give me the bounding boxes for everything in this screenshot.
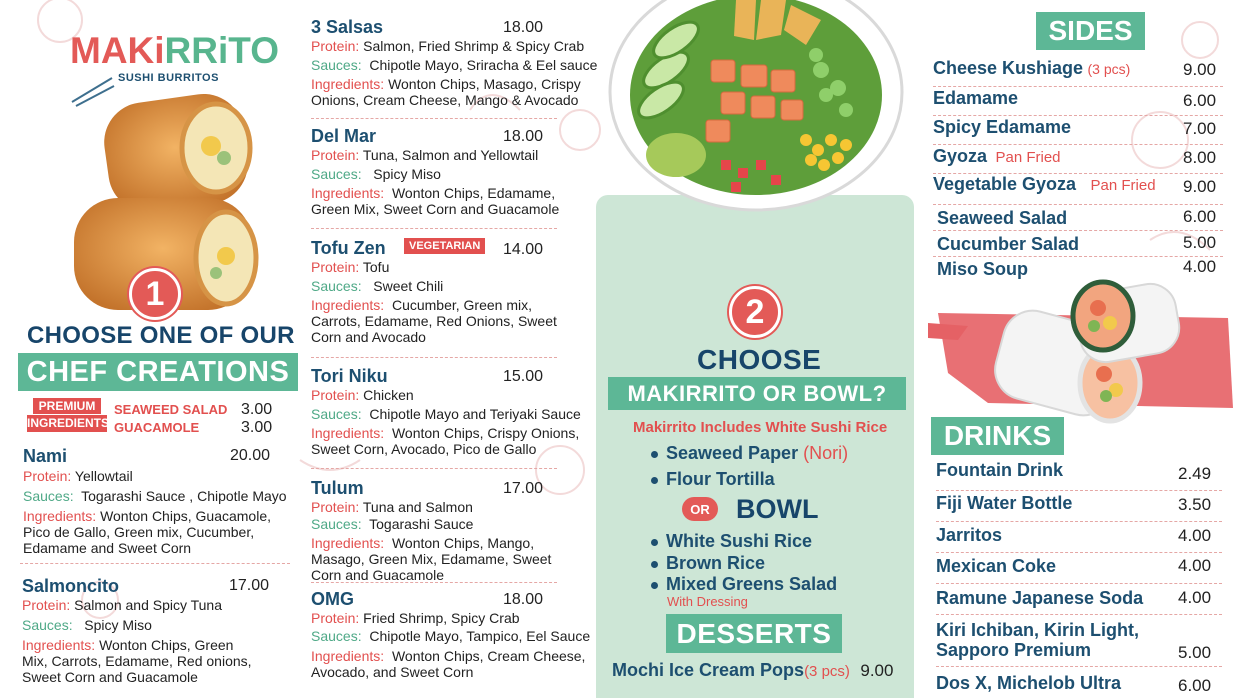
drink-name: Ramune Japanese Soda — [936, 588, 1144, 608]
menu-item-salmoncito — [22, 576, 282, 685]
makirrito-or-bowl-banner: MAKIRRITO OR BOWL? — [608, 377, 906, 410]
item-price: 17.00 — [229, 577, 270, 594]
item-sauces: Sweet Chili — [373, 278, 444, 294]
drink-item — [936, 491, 1222, 522]
item-sauces: Spicy Miso — [373, 166, 441, 182]
item-price: 18.00 — [503, 128, 544, 145]
drink-price: 6.00 — [1178, 676, 1212, 695]
item-ingredients: Masago, Green Mix, Edamame, Sweet — [311, 551, 552, 567]
side-item — [933, 174, 1223, 205]
item-price: 20.00 — [230, 447, 271, 464]
sides-banner: SIDES — [1036, 12, 1145, 50]
dessert-name: Mochi Ice Cream Pops — [612, 660, 805, 680]
item-ingredients: Wonton Chips, Crispy Onions, — [391, 425, 580, 441]
ingredients-label: Ingredients: — [311, 648, 385, 664]
protein-label: Protein: — [311, 610, 360, 626]
ingredients-label: Ingredients: — [311, 76, 385, 92]
side-item — [933, 145, 1223, 174]
option-label: Brown Rice — [666, 553, 766, 573]
bowl-option — [651, 531, 812, 552]
drink-item — [936, 553, 1222, 584]
ingredients-label: Ingredients: — [311, 185, 385, 201]
ingredients-label: Ingredients: — [23, 508, 97, 524]
menu-item-3-salsas — [311, 17, 596, 108]
item-name: Salmoncito — [22, 576, 120, 596]
protein-label: Protein: — [311, 387, 360, 403]
menu-item-tori-niku — [311, 366, 596, 457]
side-name: Gyoza — [933, 146, 988, 166]
drink-price: 3.50 — [1178, 495, 1212, 514]
sauces-label: Sauces: — [311, 406, 362, 422]
side-item — [933, 231, 1223, 257]
item-protein: Tofu — [362, 259, 390, 275]
ingredients-label: Ingredients: — [311, 535, 385, 551]
item-name: Tori Niku — [311, 366, 388, 386]
item-protein: Salmon and Spicy Tuna — [74, 597, 223, 613]
dessert-price: 9.00 — [860, 661, 894, 680]
side-price: 6.00 — [1183, 91, 1217, 110]
drink-name: Jarritos — [936, 525, 1003, 545]
side-price: 7.00 — [1183, 119, 1217, 138]
drinks-banner: DRINKS — [931, 417, 1064, 455]
item-name: Tulum — [311, 478, 364, 498]
side-name: Spicy Edamame — [933, 117, 1072, 137]
menu-item-tofu-zen — [311, 238, 596, 345]
bowl-option — [651, 553, 765, 574]
item-ingredients: Corn and Avocado — [311, 329, 426, 345]
item-ingredients: Wonton Chips, Mango, — [391, 535, 535, 551]
item-ingredients: Sweet Corn and Guacamole — [22, 669, 198, 685]
side-name: Cheese Kushiage — [933, 58, 1084, 78]
premium-item-price: 3.00 — [241, 419, 273, 436]
item-ingredients: Green Mix, Sweet Corn and Guacamole — [311, 201, 560, 217]
item-sauces: Togarashi Sauce , Chipotle Mayo — [81, 488, 287, 504]
option-label: Mixed Greens Salad — [666, 574, 838, 594]
vegetarian-badge: VEGETARIAN — [404, 238, 485, 254]
item-protein: Fried Shrimp, Spicy Crab — [363, 610, 520, 626]
sauces-label: Sauces: — [311, 628, 362, 644]
chef-creations-banner: CHEF CREATIONS — [18, 353, 298, 391]
protein-label: Protein: — [23, 468, 72, 484]
item-price: 15.00 — [503, 368, 544, 385]
item-ingredients: Edamame and Sweet Corn — [23, 540, 192, 556]
desserts-banner: DESSERTS — [666, 614, 842, 653]
sauces-label: Sauces: — [311, 516, 362, 532]
side-price: 9.00 — [1183, 177, 1217, 196]
menu-item-nami — [23, 446, 287, 556]
item-protein: Salmon, Fried Shrimp & Spicy Crab — [363, 38, 585, 54]
bowl-option-note: With Dressing — [667, 594, 748, 609]
includes-note: Makirrito Includes White Sushi Rice — [633, 419, 888, 436]
side-name: Cucumber Salad — [937, 234, 1080, 254]
drink-price: 4.00 — [1178, 588, 1212, 607]
sauces-label: Sauces: — [22, 617, 73, 633]
step-2-heading: CHOOSE — [697, 344, 822, 375]
option-seaweed-paper — [651, 443, 848, 464]
item-ingredients: Wonton Chips, Edamame, — [391, 185, 556, 201]
wrapped-makirrito-image — [928, 278, 1240, 428]
drink-name: Kiri Ichiban, Kirin Light, — [936, 620, 1140, 640]
step-1-heading: CHOOSE ONE OF OUR — [27, 322, 295, 349]
item-name: Del Mar — [311, 126, 377, 146]
bowl-option — [651, 574, 837, 595]
brand-subtitle: SUSHI BURRITOS — [118, 72, 219, 84]
menu-item-tulum — [311, 478, 596, 583]
side-name: Seaweed Salad — [937, 208, 1068, 228]
item-price: 18.00 — [503, 591, 544, 608]
sauces-label: Sauces: — [311, 278, 362, 294]
premium-badge-line2: INGREDIENTS — [27, 416, 110, 430]
drink-price: 4.00 — [1178, 526, 1212, 545]
drink-name: Dos X, Michelob Ultra — [936, 673, 1122, 693]
brand-logo-part-a: MAKi — [70, 30, 165, 71]
option-label: Flour Tortilla — [666, 469, 775, 489]
step-2-badge: 2 — [729, 286, 781, 338]
option-label: White Sushi Rice — [666, 531, 813, 551]
item-sauces: Chipotle Mayo, Tampico, Eel Sauce — [369, 628, 591, 644]
or-badge: OR — [682, 497, 718, 521]
side-item — [933, 87, 1223, 116]
item-name: 3 Salsas — [311, 17, 384, 37]
drink-item — [936, 615, 1222, 667]
menu-item-omg — [311, 589, 596, 680]
premium-item-name: GUACAMOLE — [114, 420, 200, 435]
item-sauces: Spicy Miso — [84, 617, 152, 633]
item-ingredients: Sweet Corn, Avocado, Pico de Gallo — [311, 441, 537, 457]
step-1-badge: 1 — [129, 268, 181, 320]
item-protein: Chicken — [363, 387, 414, 403]
ingredients-label: Ingredients: — [311, 297, 385, 313]
side-note: Pan Fried — [995, 149, 1061, 166]
item-sauces: Chipotle Mayo and Teriyaki Sauce — [369, 406, 581, 422]
sauces-label: Sauces: — [311, 57, 362, 73]
item-price: 18.00 — [503, 19, 544, 36]
item-ingredients: Pico de Gallo, Green mix, Cucumber, — [23, 524, 255, 540]
item-protein: Yellowtail — [74, 468, 133, 484]
item-ingredients: Cucumber, Green mix, — [391, 297, 533, 313]
sides-list — [933, 58, 1223, 283]
premium-item-name: SEAWEED SALAD — [114, 402, 228, 417]
menu-item-del-mar — [311, 126, 596, 217]
item-ingredients: Avocado, and Sweet Corn — [311, 664, 474, 680]
side-price: 4.00 — [1183, 257, 1217, 276]
ingredients-label: Ingredients: — [22, 637, 96, 653]
premium-badge — [27, 398, 110, 434]
option-flour-tortilla — [651, 469, 775, 490]
sauces-label: Sauces: — [311, 166, 362, 182]
drink-price: 5.00 — [1178, 643, 1212, 662]
item-ingredients: Wonton Chips, Cream Cheese, — [391, 648, 586, 664]
dessert-item — [612, 660, 893, 681]
side-item — [933, 58, 1223, 87]
bowl-heading: BOWL — [736, 494, 819, 524]
premium-item-price: 3.00 — [241, 401, 273, 418]
item-name: Tofu Zen — [311, 238, 386, 258]
protein-label: Protein: — [22, 597, 71, 613]
item-ingredients: Onions, Cream Cheese, Mango & Avocado — [311, 92, 579, 108]
item-name: Nami — [23, 446, 68, 466]
item-protein: Tuna and Salmon — [362, 499, 473, 515]
item-sauces: Chipotle Mayo, Sriracha & Eel sauce — [369, 57, 598, 73]
side-price: 6.00 — [1183, 207, 1217, 226]
protein-label: Protein: — [311, 147, 360, 163]
item-name: OMG — [311, 589, 354, 609]
drink-item — [936, 584, 1222, 615]
side-name: Miso Soup — [937, 259, 1028, 279]
item-protein: Tuna, Salmon and Yellowtail — [362, 147, 539, 163]
drink-item — [936, 460, 1222, 491]
side-name: Edamame — [933, 88, 1019, 108]
side-price: 9.00 — [1183, 60, 1217, 79]
brand-logo-part-b: RRiTO — [164, 30, 279, 71]
item-price: 17.00 — [503, 480, 544, 497]
item-ingredients: Corn and Guacamole — [311, 567, 445, 583]
option-note: (Nori) — [803, 443, 849, 463]
brand-logo — [70, 30, 279, 72]
item-ingredients: Carrots, Edamame, Red Onions, Sweet — [311, 313, 557, 329]
drink-name-line2: Sapporo Premium — [936, 640, 1092, 660]
side-price: 8.00 — [1183, 148, 1217, 167]
item-ingredients: Wonton Chips, Guacamole, — [100, 508, 272, 524]
item-sauces: Togarashi Sauce — [369, 516, 474, 532]
poke-bowl-image — [606, 0, 906, 215]
side-note: (3 pcs) — [1087, 61, 1131, 77]
item-ingredients: Mix, Carrots, Edamame, Red onions, — [22, 653, 252, 669]
drink-name: Fiji Water Bottle — [936, 493, 1073, 513]
side-name: Vegetable Gyoza — [933, 174, 1077, 194]
drink-name: Fountain Drink — [936, 460, 1063, 480]
protein-label: Protein: — [311, 259, 360, 275]
drink-name: Mexican Coke — [936, 556, 1057, 576]
protein-label: Protein: — [311, 38, 360, 54]
drink-item — [936, 667, 1222, 698]
side-note: Pan Fried — [1090, 177, 1156, 194]
item-ingredients: Wonton Chips, Green — [99, 637, 234, 653]
drinks-list — [936, 460, 1222, 698]
drink-price: 2.49 — [1178, 464, 1212, 483]
drink-item — [936, 522, 1222, 553]
dessert-note: (3 pcs) — [804, 663, 850, 680]
ingredients-label: Ingredients: — [311, 425, 385, 441]
item-price: 14.00 — [503, 241, 544, 258]
drink-price: 4.00 — [1178, 556, 1212, 575]
item-ingredients: Wonton Chips, Masago, Crispy — [388, 76, 581, 92]
sauces-label: Sauces: — [23, 488, 74, 504]
option-label: Seaweed Paper — [666, 443, 799, 463]
premium-badge-line1: PREMIUM — [33, 398, 101, 414]
side-price: 5.00 — [1183, 233, 1217, 252]
protein-label: Protein: — [311, 499, 360, 515]
side-item — [933, 205, 1223, 231]
side-item — [933, 116, 1223, 145]
